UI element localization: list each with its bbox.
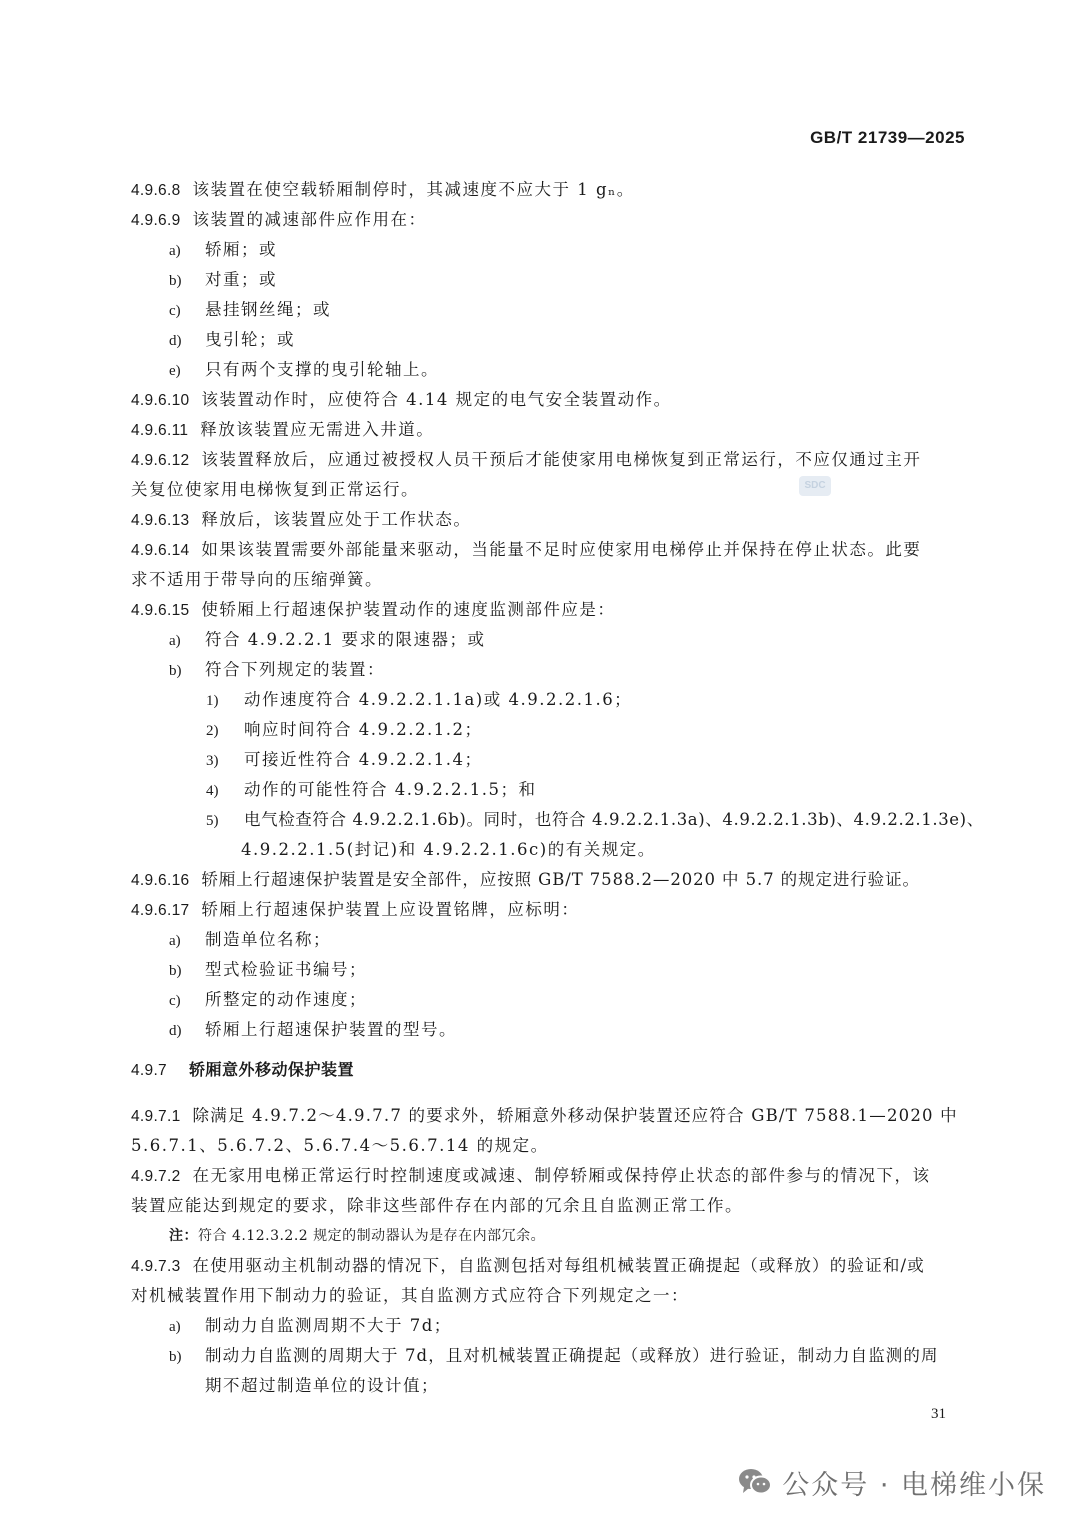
list-item	[131, 265, 971, 295]
clause-text: 轿厢上行超速保护装置上应设置铭牌，应标明：	[201, 900, 580, 919]
list-marker: 2)	[206, 723, 219, 739]
clause-number: 4.9.6.17	[131, 902, 190, 919]
clause	[131, 205, 971, 235]
list-item	[131, 655, 971, 685]
list-item	[131, 1311, 971, 1341]
clause-number: 4.9.7.2	[131, 1168, 181, 1185]
list-item	[131, 1015, 971, 1045]
note	[131, 1221, 971, 1251]
list-marker: d)	[169, 1023, 182, 1039]
sub-list-continuation: 4.9.2.2.1.5(封记)和 4.9.2.2.1.6c)的有关规定。	[241, 840, 656, 859]
clause-number: 4.9.6.8	[131, 182, 181, 199]
page-number: 31	[931, 1406, 946, 1422]
list-item	[131, 235, 971, 265]
list-marker: b)	[169, 273, 182, 289]
clause-number: 4.9.6.10	[131, 392, 190, 409]
list-marker: 1)	[206, 693, 219, 709]
clause-text: 该装置释放后，应通过被授权人员干预后才能使家用电梯恢复到正常运行，不应仅通过主开	[201, 450, 922, 469]
list-marker: 3)	[206, 753, 219, 769]
list-item	[131, 325, 971, 355]
list-text: 动作的可能性符合 4.9.2.2.1.5；和	[244, 780, 537, 799]
clause-text: 该装置的减速部件应作用在：	[192, 210, 427, 229]
clause-continuation: 对机械装置作用下制动力的验证，其自监测方式应符合下列规定之一：	[131, 1286, 689, 1305]
clause-text: 使轿厢上行超速保护装置动作的速度监测部件应是：	[201, 600, 616, 619]
list-item	[131, 355, 971, 385]
footer-brand	[738, 1462, 1046, 1502]
list-marker: 5)	[206, 813, 219, 829]
list-text: 只有两个支撑的曳引轮轴上。	[205, 360, 439, 379]
sub-list-item	[131, 685, 971, 715]
list-text: 制动力自监测的周期大于 7d，且对机械装置正确提起（或释放）进行验证，制动力自监测的周	[205, 1346, 939, 1365]
list-marker: d)	[169, 333, 182, 349]
list-text: 曳引轮；或	[205, 330, 295, 349]
sub-list-item	[131, 775, 971, 805]
list-text: 对重；或	[205, 270, 277, 289]
clause	[131, 595, 971, 625]
clause	[131, 1251, 971, 1281]
clause-text: 该装置在使空载轿厢制停时，其减速度不应大于 1 gₙ。	[192, 180, 635, 199]
clause-continuation: 5.6.7.1、5.6.7.2、5.6.7.4～5.6.7.14 的规定。	[131, 1136, 549, 1155]
sub-list-item	[131, 805, 984, 835]
list-text: 响应时间符合 4.9.2.2.1.2；	[244, 720, 483, 739]
list-item	[131, 955, 971, 985]
list-marker: 4)	[206, 783, 219, 799]
document-body	[131, 175, 984, 1401]
list-marker: b)	[169, 963, 182, 979]
list-text: 符合下列规定的装置：	[205, 660, 385, 679]
clause-text: 释放后，该装置应处于工作状态。	[201, 510, 472, 529]
clause-text: 如果该装置需要外部能量来驱动，当能量不足时应使家用电梯停止并保持在停止状态。此要	[201, 540, 922, 559]
list-marker: c)	[169, 303, 181, 319]
clause	[131, 1101, 971, 1131]
clause-number: 4.9.7.1	[131, 1108, 181, 1125]
list-marker: c)	[169, 993, 181, 1009]
list-marker: a)	[169, 243, 181, 259]
clause-text: 该装置动作时，应使符合 4.14 规定的电气安全装置动作。	[201, 390, 672, 409]
clause	[131, 415, 971, 445]
list-marker: e)	[169, 363, 181, 379]
list-continuation: 期不超过制造单位的设计值；	[205, 1376, 439, 1395]
clause-number: 4.9.6.14	[131, 542, 190, 559]
section-heading	[131, 1055, 971, 1085]
list-text: 制动力自监测周期不大于 7d；	[205, 1316, 452, 1335]
clause	[131, 895, 971, 925]
list-text: 电气检查符合 4.9.2.2.1.6b)。同时，也符合 4.9.2.2.1.3a)、4.9.2.2.1.3b)、4.9.2.2.1.3e)、	[244, 810, 984, 829]
list-text: 可接近性符合 4.9.2.2.1.4；	[244, 750, 483, 769]
list-marker: a)	[169, 1319, 181, 1335]
clause-text: 释放该装置应无需进入井道。	[200, 420, 435, 439]
clause	[131, 865, 971, 895]
list-text: 轿厢；或	[205, 240, 277, 259]
clause-number: 4.9.6.16	[131, 872, 190, 889]
clause-number: 4.9.6.12	[131, 452, 190, 469]
list-text: 轿厢上行超速保护装置的型号。	[205, 1020, 457, 1039]
clause	[131, 445, 971, 475]
list-item	[131, 985, 971, 1015]
list-text: 型式检验证书编号；	[205, 960, 367, 979]
watermark-logo: SDC	[799, 476, 831, 496]
clause-number: 4.9.6.11	[131, 422, 189, 439]
clause-text: 在无家用电梯正常运行时控制速度或减速、制停轿厢或保持停止状态的部件参与的情况下，该	[192, 1166, 931, 1185]
note-text: 符合 4.12.3.2.2 规定的制动器认为是存在内部冗余。	[198, 1228, 546, 1244]
list-item	[131, 925, 971, 955]
list-text: 制造单位名称；	[205, 930, 331, 949]
clause	[131, 385, 971, 415]
list-text: 所整定的动作速度；	[205, 990, 367, 1009]
list-text: 符合 4.9.2.2.1 要求的限速器；或	[205, 630, 486, 649]
clause-number: 4.9.6.13	[131, 512, 190, 529]
clause	[131, 505, 971, 535]
sub-list-item	[131, 715, 971, 745]
clause-continuation: 关复位使家用电梯恢复到正常运行。	[131, 480, 419, 499]
list-item	[131, 625, 971, 655]
list-text: 悬挂钢丝绳；或	[205, 300, 331, 319]
clause-number: 4.9.6.9	[131, 212, 181, 229]
list-marker: b)	[169, 1349, 182, 1365]
clause-number: 4.9.6.15	[131, 602, 190, 619]
clause-text: 轿厢上行超速保护装置是安全部件，应按照 GB/T 7588.2—2020 中 5.7 的规定进行验证。	[201, 870, 920, 889]
clause-continuation: 装置应能达到规定的要求，除非这些部件存在内部的冗余且自监测正常工作。	[131, 1196, 743, 1215]
sub-list-item	[131, 745, 971, 775]
standard-code: GB/T 21739—2025	[810, 128, 965, 147]
list-text: 动作速度符合 4.9.2.2.1.1a)或 4.9.2.2.1.6；	[244, 690, 633, 709]
wechat-icon	[738, 1467, 772, 1497]
clause-continuation: 求不适用于带导向的压缩弹簧。	[131, 570, 383, 589]
note-label: 注：	[169, 1228, 198, 1244]
clause-number: 4.9.7.3	[131, 1258, 181, 1275]
clause-text: 除满足 4.9.7.2～4.9.7.7 的要求外，轿厢意外移动保护装置还应符合 GB/T 7588.1—2020 中	[192, 1106, 958, 1125]
clause	[131, 535, 971, 565]
list-marker: b)	[169, 663, 182, 679]
list-item	[131, 1341, 971, 1371]
footer-brand-text: 公众号 · 电梯维小保	[782, 1469, 1046, 1501]
section-title: 轿厢意外移动保护装置	[188, 1060, 354, 1079]
section-number: 4.9.7	[131, 1062, 167, 1079]
clause-text: 在使用驱动主机制动器的情况下，自监测包括对每组机械装置正确提起（或释放）的验证和/或	[192, 1256, 925, 1275]
list-item	[131, 295, 971, 325]
clause	[131, 175, 971, 205]
clause	[131, 1161, 971, 1191]
list-marker: a)	[169, 633, 181, 649]
list-marker: a)	[169, 933, 181, 949]
